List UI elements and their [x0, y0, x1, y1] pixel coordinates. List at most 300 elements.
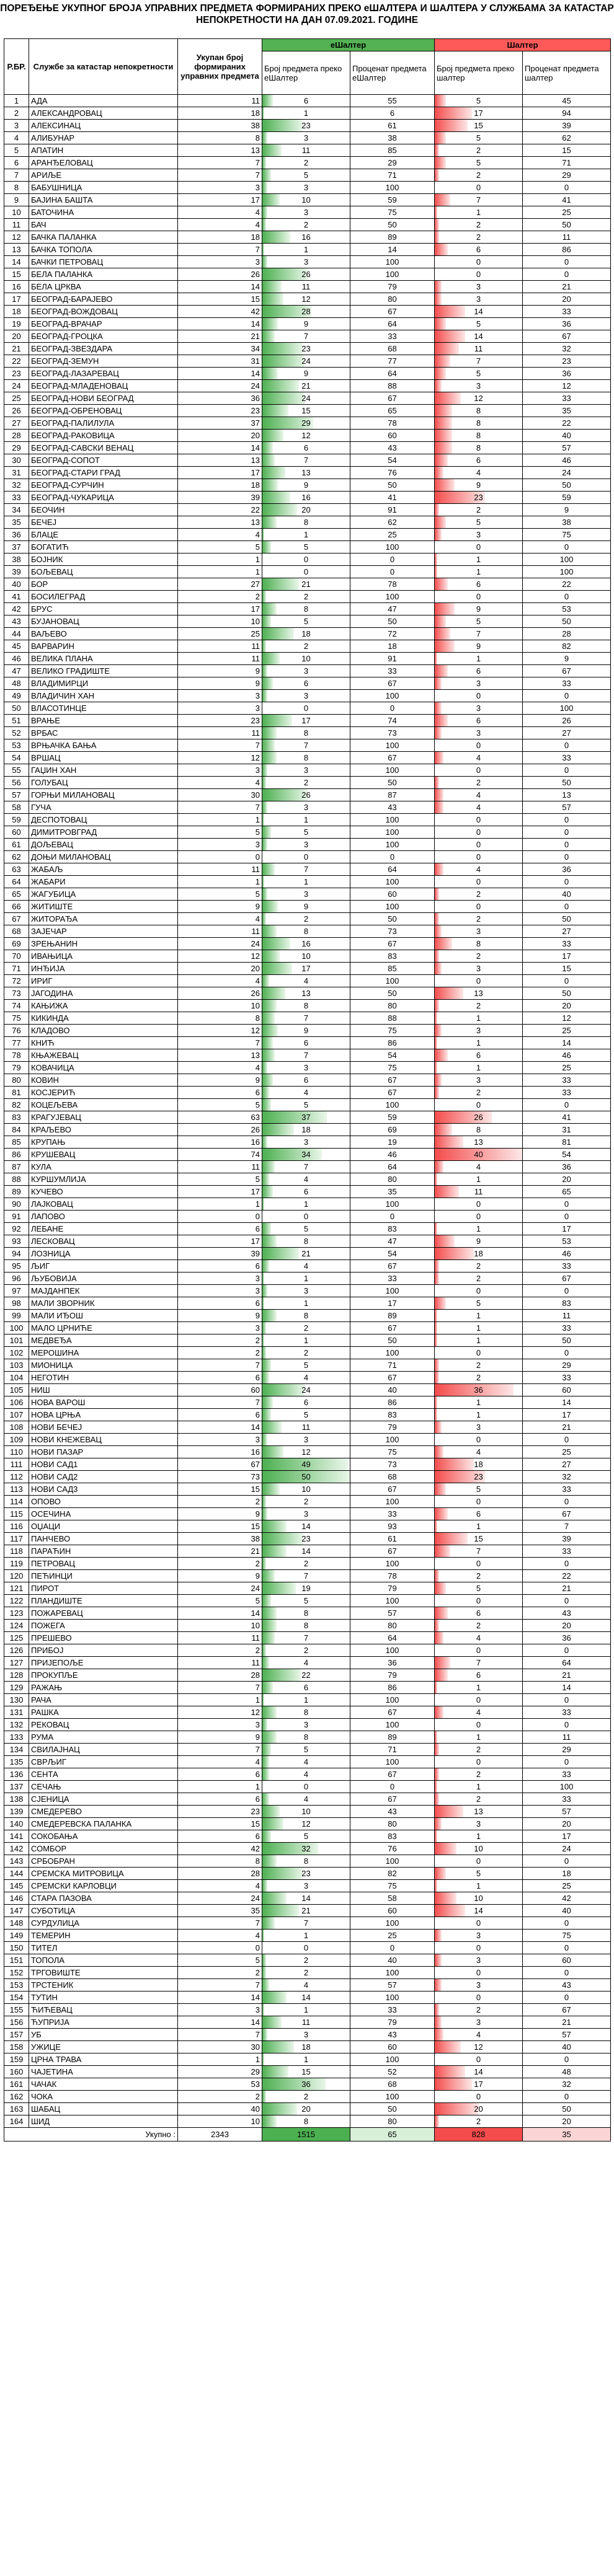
table-row [4, 975, 611, 987]
e-percent: 91 [350, 653, 435, 665]
s-count-value: 0 [476, 2055, 481, 2064]
total-count: 25 [178, 628, 262, 640]
service-name: СУБОТИЦА [29, 1905, 178, 1917]
total-count: 7 [178, 244, 262, 256]
e-percent: 67 [350, 1706, 435, 1719]
e-count-cell [262, 1930, 350, 1942]
e-count-value: 1 [303, 108, 309, 118]
e-count-value: 4 [303, 1175, 309, 1184]
s-count-cell [435, 1409, 523, 1421]
service-name: БЕОГРАД-ЗЕМУН [29, 355, 178, 368]
service-name: БЕОГРАД-САВСКИ ВЕНАЦ [29, 442, 178, 454]
table-row [4, 1905, 611, 1917]
s-count-cell [435, 1657, 523, 1669]
s-percent: 20 [523, 1173, 611, 1186]
row-number: 49 [4, 690, 29, 702]
row-number: 71 [4, 963, 29, 975]
s-count-value: 14 [474, 307, 483, 316]
e-count-cell [262, 789, 350, 801]
s-count-cell [435, 715, 523, 727]
e-percent: 75 [350, 1880, 435, 1892]
e-count-cell [262, 492, 350, 504]
s-count-value: 9 [476, 604, 481, 614]
total-count: 38 [178, 120, 262, 132]
e-count-value: 2 [303, 158, 309, 167]
e-count-cell [262, 2103, 350, 2115]
s-count-value: 5 [476, 158, 481, 167]
total-count: 5 [178, 826, 262, 839]
s-percent: 17 [523, 1223, 611, 1235]
s-count-cell [435, 1149, 523, 1161]
s-percent: 53 [523, 1235, 611, 1248]
e-count-value: 2 [303, 1497, 309, 1506]
s-percent: 35 [523, 405, 611, 417]
s-count-cell [435, 1868, 523, 1880]
table-row [4, 1830, 611, 1843]
s-count-value: 4 [476, 753, 481, 762]
e-count-value: 6 [303, 1075, 309, 1085]
table-row [4, 578, 611, 591]
row-number: 128 [4, 1669, 29, 1682]
s-count-value: 6 [476, 666, 481, 676]
e-count-cell [262, 442, 350, 454]
e-percent: 64 [350, 1161, 435, 1173]
e-percent: 73 [350, 925, 435, 938]
table-row [4, 1372, 611, 1384]
e-count-cell [262, 2091, 350, 2103]
e-count-value: 7 [303, 1918, 309, 1928]
e-percent: 67 [350, 1483, 435, 1496]
s-count-value: 3 [476, 964, 481, 973]
s-count-value: 15 [474, 1534, 483, 1543]
header-s-count: Број предмета преко шалтер [435, 51, 523, 95]
s-count-value: 8 [476, 443, 481, 452]
row-number: 16 [4, 281, 29, 293]
e-count-value: 8 [303, 604, 309, 614]
e-percent: 25 [350, 529, 435, 541]
total-count: 30 [178, 2041, 262, 2053]
total-count: 4 [178, 1880, 262, 1892]
e-count-cell [262, 888, 350, 901]
e-count-cell [262, 454, 350, 467]
e-percent: 35 [350, 1186, 435, 1198]
e-count-value: 5 [303, 1745, 309, 1754]
row-number: 18 [4, 306, 29, 318]
e-count-cell [262, 1012, 350, 1025]
s-count-value: 5 [476, 1484, 481, 1494]
e-percent: 60 [350, 888, 435, 901]
e-count-cell [262, 566, 350, 578]
table-row [4, 839, 611, 851]
row-number: 121 [4, 1582, 29, 1595]
table-row [4, 888, 611, 901]
s-count-cell [435, 603, 523, 615]
s-percent: 100 [523, 566, 611, 578]
s-count-cell [435, 157, 523, 169]
row-number: 138 [4, 1793, 29, 1806]
row-number: 117 [4, 1533, 29, 1545]
row-number: 151 [4, 1954, 29, 1967]
s-percent: 0 [523, 1211, 611, 1223]
total-count: 4 [178, 219, 262, 231]
s-count-cell [435, 1644, 523, 1657]
total-count: 14 [178, 2016, 262, 2029]
header-s-pct: Проценат предмета шалтер [523, 51, 611, 95]
s-percent: 67 [523, 1273, 611, 1285]
s-count-cell [435, 2115, 523, 2128]
table-row [4, 1297, 611, 1310]
s-count-cell [435, 1396, 523, 1409]
service-name: ЖАБАРИ [29, 876, 178, 888]
s-percent: 26 [523, 715, 611, 727]
row-number: 84 [4, 1124, 29, 1136]
e-count-cell [262, 479, 350, 492]
s-percent: 0 [523, 1285, 611, 1297]
table-row [4, 1558, 611, 1570]
total-count: 36 [178, 392, 262, 405]
e-percent: 64 [350, 1632, 435, 1644]
e-count-cell [262, 1000, 350, 1012]
e-count-value: 21 [301, 1906, 311, 1915]
s-percent: 32 [523, 1471, 611, 1483]
s-percent: 12 [523, 380, 611, 392]
row-number: 148 [4, 1917, 29, 1930]
row-number: 123 [4, 1607, 29, 1620]
e-percent: 64 [350, 368, 435, 380]
s-percent: 25 [523, 1446, 611, 1458]
table-row [4, 801, 611, 814]
e-count-cell [262, 987, 350, 1000]
s-count-cell [435, 1967, 523, 1979]
s-count-value: 2 [476, 1571, 481, 1581]
s-percent: 21 [523, 2016, 611, 2029]
e-count-value: 3 [303, 183, 309, 192]
s-count-value: 3 [476, 679, 481, 688]
table-row [4, 405, 611, 417]
e-count-cell [262, 665, 350, 677]
e-count-value: 10 [301, 1484, 311, 1494]
s-count-cell [435, 1558, 523, 1570]
service-name: СРЕМСКИ КАРЛОВЦИ [29, 1880, 178, 1892]
table-row [4, 1570, 611, 1582]
s-count-value: 6 [476, 716, 481, 725]
e-count-value: 2 [303, 1646, 309, 1655]
e-percent: 43 [350, 2029, 435, 2041]
row-number: 27 [4, 417, 29, 430]
table-row [4, 789, 611, 801]
s-count-cell [435, 1905, 523, 1917]
table-row [4, 1706, 611, 1719]
s-count-value: 5 [476, 1869, 481, 1878]
e-count-cell [262, 1049, 350, 1062]
service-name: РАЧА [29, 1694, 178, 1706]
table-row [4, 318, 611, 330]
service-name: ВЛАДИМИРЦИ [29, 677, 178, 690]
total-count: 24 [178, 380, 262, 392]
service-name: БОР [29, 578, 178, 591]
s-percent: 0 [523, 1558, 611, 1570]
s-count-cell [435, 1496, 523, 1508]
e-percent: 78 [350, 417, 435, 430]
s-count-value: 5 [476, 1584, 481, 1593]
table-row [4, 1620, 611, 1632]
s-percent: 25 [523, 1025, 611, 1037]
s-count-value: 0 [476, 1968, 481, 1977]
e-count-cell [262, 578, 350, 591]
e-count-cell [262, 591, 350, 603]
total-count: 3 [178, 1434, 262, 1446]
s-percent: 60 [523, 1954, 611, 1967]
e-percent: 89 [350, 1731, 435, 1744]
s-percent: 0 [523, 1917, 611, 1930]
s-count-value: 23 [474, 493, 483, 502]
s-count-value: 2 [476, 2117, 481, 2126]
total-count: 3 [178, 256, 262, 268]
e-count-cell [262, 603, 350, 615]
s-count-cell [435, 144, 523, 157]
e-count-cell [262, 1087, 350, 1099]
e-count-value: 6 [303, 1187, 309, 1196]
row-number: 76 [4, 1025, 29, 1037]
e-percent: 41 [350, 492, 435, 504]
total-count: 42 [178, 1843, 262, 1855]
total-count: 34 [178, 343, 262, 355]
s-count-value: 6 [476, 1670, 481, 1680]
row-number: 149 [4, 1930, 29, 1942]
total-count: 23 [178, 405, 262, 417]
e-count-value: 2 [303, 2092, 309, 2101]
e-count-value: 36 [301, 2080, 311, 2089]
s-count-value: 5 [476, 369, 481, 378]
s-count-value: 2 [476, 914, 481, 924]
s-count-value: 18 [474, 1249, 483, 1258]
total-count: 2 [178, 591, 262, 603]
e-count-value: 17 [301, 964, 311, 973]
table-row [4, 1037, 611, 1049]
s-count-cell [435, 702, 523, 715]
e-count-cell [262, 1520, 350, 1533]
e-count-cell [262, 727, 350, 739]
s-count-cell [435, 1694, 523, 1706]
e-percent: 54 [350, 1248, 435, 1260]
row-number: 103 [4, 1359, 29, 1372]
total-count: 5 [178, 1173, 262, 1186]
e-count-value: 50 [301, 1472, 311, 1481]
service-name: КОЦЕЉЕВА [29, 1099, 178, 1111]
e-count-cell [262, 901, 350, 913]
s-percent: 15 [523, 144, 611, 157]
e-percent: 100 [350, 182, 435, 194]
e-percent: 100 [350, 876, 435, 888]
s-count-value: 2 [476, 1261, 481, 1271]
total-count: 13 [178, 144, 262, 157]
e-count-cell [262, 1744, 350, 1756]
service-name: СЕЧАЊ [29, 1781, 178, 1793]
e-count-cell [262, 2004, 350, 2016]
s-percent: 33 [523, 1793, 611, 1806]
e-count-value: 5 [303, 170, 309, 180]
service-name: ЉУБОВИЈА [29, 1273, 178, 1285]
e-count-cell [262, 182, 350, 194]
total-count: 7 [178, 1396, 262, 1409]
e-count-value: 12 [301, 1819, 311, 1828]
e-percent: 80 [350, 1000, 435, 1012]
e-count-value: 3 [303, 666, 309, 676]
row-number: 116 [4, 1520, 29, 1533]
s-percent: 0 [523, 814, 611, 826]
service-name: ВЕЛИКО ГРАДИШТЕ [29, 665, 178, 677]
s-count-value: 15 [474, 121, 483, 130]
e-count-value: 1 [303, 1199, 309, 1209]
table-row [4, 442, 611, 454]
table-row [4, 615, 611, 628]
table-row [4, 1223, 611, 1235]
s-percent: 27 [523, 925, 611, 938]
s-count-value: 2 [476, 889, 481, 899]
s-count-value: 2 [476, 1621, 481, 1630]
s-percent: 40 [523, 1905, 611, 1917]
e-count-cell [262, 231, 350, 244]
e-count-value: 9 [303, 369, 309, 378]
e-count-value: 8 [303, 518, 309, 527]
e-count-value: 3 [303, 1435, 309, 1444]
s-count-value: 2 [476, 505, 481, 514]
s-count-value: 0 [476, 741, 481, 750]
total-count: 28 [178, 1669, 262, 1682]
row-number: 122 [4, 1595, 29, 1607]
s-percent: 33 [523, 1260, 611, 1273]
s-count-value: 0 [476, 183, 481, 192]
e-count-cell [262, 554, 350, 566]
row-number: 33 [4, 492, 29, 504]
s-count-cell [435, 566, 523, 578]
total-count: 4 [178, 1930, 262, 1942]
e-count-cell [262, 2078, 350, 2091]
row-number: 72 [4, 975, 29, 987]
e-count-value: 32 [301, 1844, 311, 1853]
row-number: 104 [4, 1372, 29, 1384]
row-number: 157 [4, 2029, 29, 2041]
s-percent: 33 [523, 752, 611, 764]
service-name: МАЛО ЦРНИЋЕ [29, 1322, 178, 1334]
s-percent: 0 [523, 839, 611, 851]
e-count-cell [262, 1409, 350, 1421]
s-count-cell [435, 665, 523, 677]
e-count-cell [262, 2053, 350, 2066]
table-row [4, 529, 611, 541]
e-count-value: 6 [303, 1398, 309, 1407]
e-count-value: 6 [303, 1038, 309, 1048]
e-count-cell [262, 1694, 350, 1706]
s-percent: 50 [523, 479, 611, 492]
total-count: 67 [178, 1458, 262, 1471]
e-count-cell [262, 752, 350, 764]
e-count-value: 2 [303, 220, 309, 229]
totals-total: 2343 [178, 2128, 262, 2142]
service-name: НОВИ САД1 [29, 1458, 178, 1471]
total-count: 7 [178, 169, 262, 182]
s-percent: 33 [523, 1322, 611, 1334]
total-count: 10 [178, 1000, 262, 1012]
e-percent: 67 [350, 752, 435, 764]
s-percent: 86 [523, 244, 611, 256]
row-number: 142 [4, 1843, 29, 1855]
service-name: НОВА ЦРЊА [29, 1409, 178, 1421]
total-count: 11 [178, 925, 262, 938]
s-count-cell [435, 764, 523, 777]
row-number: 22 [4, 355, 29, 368]
s-count-cell [435, 677, 523, 690]
s-count-cell [435, 1285, 523, 1297]
service-name: АЛЕКСИНАЦ [29, 120, 178, 132]
s-count-value: 17 [474, 2080, 483, 2089]
e-count-value: 4 [303, 1088, 309, 1097]
row-number: 43 [4, 615, 29, 628]
row-number: 134 [4, 1744, 29, 1756]
total-count: 6 [178, 1223, 262, 1235]
s-count-value: 1 [476, 1522, 481, 1531]
e-count-value: 8 [303, 1708, 309, 1717]
table-row [4, 603, 611, 615]
total-count: 13 [178, 1049, 262, 1062]
s-percent: 29 [523, 1744, 611, 1756]
e-percent: 71 [350, 1744, 435, 1756]
table-row [4, 1396, 611, 1409]
total-count: 37 [178, 417, 262, 430]
s-percent: 32 [523, 2078, 611, 2091]
e-count-cell [262, 529, 350, 541]
total-count: 5 [178, 1954, 262, 1967]
service-name: ЛЕБАНЕ [29, 1223, 178, 1235]
e-count-value: 5 [303, 1361, 309, 1370]
e-percent: 83 [350, 950, 435, 963]
e-count-cell [262, 1917, 350, 1930]
row-number: 60 [4, 826, 29, 839]
total-count: 7 [178, 1979, 262, 1992]
s-percent: 0 [523, 1694, 611, 1706]
total-count: 1 [178, 1781, 262, 1793]
s-count-value: 8 [476, 406, 481, 415]
row-number: 57 [4, 789, 29, 801]
s-count-value: 0 [476, 815, 481, 824]
table-row [4, 1310, 611, 1322]
s-percent: 0 [523, 739, 611, 752]
e-percent: 64 [350, 318, 435, 330]
table-row [4, 1384, 611, 1396]
e-count-cell [262, 1781, 350, 1793]
row-number: 159 [4, 2053, 29, 2066]
e-count-value: 12 [301, 1447, 311, 1457]
row-number: 85 [4, 1136, 29, 1149]
total-count: 6 [178, 1087, 262, 1099]
e-count-cell [262, 1322, 350, 1334]
e-percent: 67 [350, 1074, 435, 1087]
table-row [4, 1260, 611, 1273]
total-count: 14 [178, 281, 262, 293]
s-count-value: 2 [476, 1361, 481, 1370]
s-count-cell [435, 1186, 523, 1198]
service-name: ГОРЊИ МИЛАНОВАЦ [29, 789, 178, 801]
service-name: БАЧКА ПАЛАНКА [29, 231, 178, 244]
s-percent: 57 [523, 442, 611, 454]
e-count-cell [262, 1669, 350, 1682]
e-count-cell [262, 615, 350, 628]
s-percent: 50 [523, 1334, 611, 1347]
e-percent: 86 [350, 1396, 435, 1409]
e-count-value: 6 [303, 679, 309, 688]
s-count-cell [435, 1446, 523, 1458]
e-percent: 100 [350, 1855, 435, 1868]
